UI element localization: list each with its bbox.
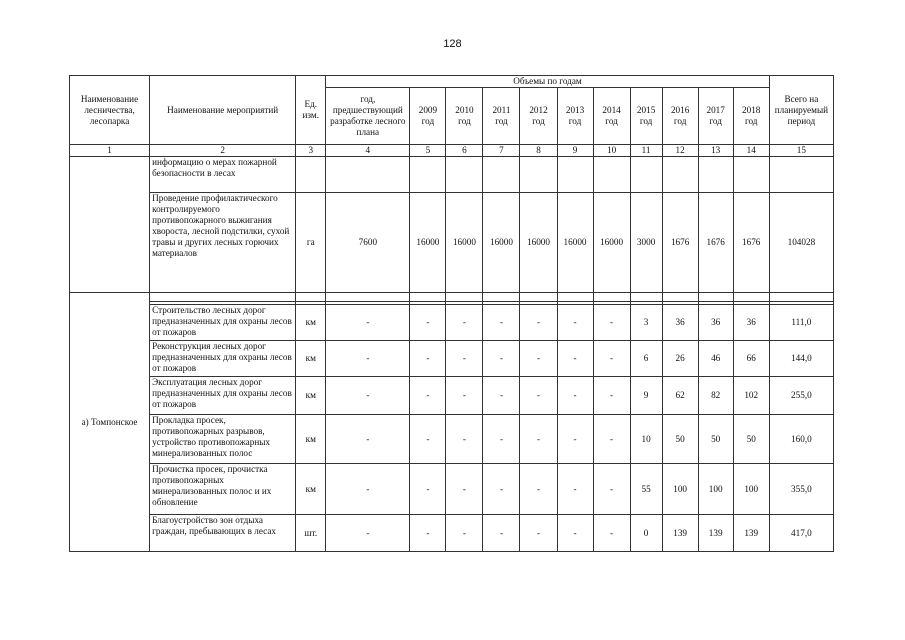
value-cell: -	[557, 377, 593, 415]
value-cell: -	[593, 415, 630, 464]
value-cell: 7600	[326, 193, 410, 293]
value-cell: 82	[698, 377, 733, 415]
value-cell: -	[593, 341, 630, 377]
header-year: 2018 год	[733, 88, 769, 145]
value-cell: 102	[733, 377, 769, 415]
unit-cell: км	[296, 305, 326, 341]
header-year: 2013 год	[557, 88, 593, 145]
column-number: 9	[557, 145, 593, 157]
unit-cell: км	[296, 341, 326, 377]
column-number: 15	[769, 145, 833, 157]
measure-name: Эксплуатация лесных дорог предназначенных для охраны лесов от пожаров	[150, 377, 296, 415]
total-cell: 144,0	[769, 341, 833, 377]
value-cell: -	[483, 305, 520, 341]
header-volumes-by-year: Объемы по годам	[326, 76, 769, 88]
header-prev-year: год, предшествующий разработке лесного плана	[326, 88, 410, 145]
unit-cell: км	[296, 464, 326, 515]
value-cell: 16000	[446, 193, 483, 293]
total-cell: 255,0	[769, 377, 833, 415]
measure-name: Реконструкция лесных дорог предназначенных для охраны лесов от пожаров	[150, 341, 296, 377]
column-number-row	[70, 145, 834, 157]
column-number: 14	[733, 145, 769, 157]
value-cell: -	[410, 464, 446, 515]
table-row	[70, 377, 834, 415]
value-cell: 36	[698, 305, 733, 341]
value-cell: 10	[630, 415, 662, 464]
value-cell: -	[410, 415, 446, 464]
header-year: 2014 год	[593, 88, 630, 145]
value-cell: 1676	[698, 193, 733, 293]
value-cell: -	[520, 305, 557, 341]
header-measures: Наименование мероприятий	[150, 76, 296, 145]
header-row-1	[70, 76, 834, 88]
value-cell: 36	[733, 305, 769, 341]
value-cell: -	[326, 515, 410, 552]
header-year: 2017 год	[698, 88, 733, 145]
value-cell: -	[446, 377, 483, 415]
value-cell: 9	[630, 377, 662, 415]
value-cell: 139	[662, 515, 698, 552]
value-cell: -	[446, 464, 483, 515]
value-cell: 16000	[410, 193, 446, 293]
value-cell: 36	[662, 305, 698, 341]
value-cell: -	[326, 415, 410, 464]
column-number: 11	[630, 145, 662, 157]
value-cell: -	[410, 305, 446, 341]
value-cell: 100	[733, 464, 769, 515]
value-cell: -	[410, 377, 446, 415]
value-cell: -	[410, 515, 446, 552]
column-number: 10	[593, 145, 630, 157]
value-cell: -	[520, 377, 557, 415]
unit-cell: км	[296, 415, 326, 464]
column-number: 2	[150, 145, 296, 157]
value-cell: 1676	[733, 193, 769, 293]
total-cell: 160,0	[769, 415, 833, 464]
table-row	[70, 515, 834, 552]
measure-name: Прочистка просек, прочистка противопожарных минерализованных полос и их обновление	[150, 464, 296, 515]
unit-cell: шт.	[296, 515, 326, 552]
value-cell: 16000	[483, 193, 520, 293]
value-cell: -	[520, 415, 557, 464]
value-cell: 6	[630, 341, 662, 377]
header-year: 2010 год	[446, 88, 483, 145]
header-year: 2016 год	[662, 88, 698, 145]
total-cell: 111,0	[769, 305, 833, 341]
header-year: 2009 год	[410, 88, 446, 145]
value-cell: 16000	[593, 193, 630, 293]
value-cell: 100	[698, 464, 733, 515]
value-cell: -	[326, 377, 410, 415]
measure-name: Проведение профилактического контролируемого противопожарного выжигания хвороста, лесной подстилки, сухой травы и других лесных горючих материалов	[150, 193, 296, 293]
value-cell: -	[557, 464, 593, 515]
value-cell: 139	[698, 515, 733, 552]
empty-cell	[70, 157, 150, 293]
value-cell: -	[593, 377, 630, 415]
column-number: 1	[70, 145, 150, 157]
continuation-row	[70, 157, 834, 193]
value-cell: -	[520, 341, 557, 377]
value-cell: -	[483, 341, 520, 377]
measure-name: Прокладка просек, противопожарных разрывов, устройство противопожарных минерализованных полос	[150, 415, 296, 464]
column-number: 3	[296, 145, 326, 157]
value-cell: 62	[662, 377, 698, 415]
value-cell: 16000	[520, 193, 557, 293]
value-cell: -	[557, 415, 593, 464]
table-row	[70, 341, 834, 377]
value-cell: 100	[662, 464, 698, 515]
column-number: 4	[326, 145, 410, 157]
header-year: 2015 год	[630, 88, 662, 145]
value-cell: 50	[698, 415, 733, 464]
column-number: 12	[662, 145, 698, 157]
value-cell: -	[520, 464, 557, 515]
value-cell: -	[410, 341, 446, 377]
value-cell: 66	[733, 341, 769, 377]
value-cell: -	[483, 515, 520, 552]
value-cell: -	[483, 464, 520, 515]
column-number: 7	[483, 145, 520, 157]
value-cell: -	[557, 515, 593, 552]
value-cell: 139	[733, 515, 769, 552]
unit-cell: км	[296, 377, 326, 415]
value-cell: 50	[733, 415, 769, 464]
value-cell: -	[483, 377, 520, 415]
value-cell: -	[446, 305, 483, 341]
column-number: 13	[698, 145, 733, 157]
forestry-name: а) Томпонское	[70, 293, 150, 552]
header-total: Всего на планируемый период	[769, 76, 833, 145]
value-cell: -	[446, 415, 483, 464]
value-cell: -	[326, 464, 410, 515]
total-cell: 104028	[769, 193, 833, 293]
value-cell: -	[446, 341, 483, 377]
total-cell: 417,0	[769, 515, 833, 552]
column-number: 6	[446, 145, 483, 157]
value-cell: -	[593, 464, 630, 515]
measures-table	[69, 75, 834, 552]
unit-cell: га	[296, 193, 326, 293]
column-number: 8	[520, 145, 557, 157]
burning-row	[70, 193, 834, 293]
spacer-row	[70, 293, 834, 302]
table-row	[70, 305, 834, 341]
value-cell: 16000	[557, 193, 593, 293]
value-cell: 50	[662, 415, 698, 464]
value-cell: 3	[630, 305, 662, 341]
measure-name: Строительство лесных дорог предназначенных для охраны лесов от пожаров	[150, 305, 296, 341]
value-cell: 46	[698, 341, 733, 377]
value-cell: 55	[630, 464, 662, 515]
header-year: 2012 год	[520, 88, 557, 145]
value-cell: -	[557, 341, 593, 377]
continuation-text: информацию о мерах пожарной безопасности в лесах	[150, 157, 296, 193]
value-cell: -	[593, 515, 630, 552]
header-unit: Ед. изм.	[296, 76, 326, 145]
value-cell: 3000	[630, 193, 662, 293]
header-forestry: Наименование лесничества, лесопарка	[70, 76, 150, 145]
value-cell: 0	[630, 515, 662, 552]
measure-name: Благоустройство зон отдыха граждан, пребывающих в лесах	[150, 515, 296, 552]
value-cell: 1676	[662, 193, 698, 293]
value-cell: -	[326, 341, 410, 377]
value-cell: -	[446, 515, 483, 552]
value-cell: -	[483, 415, 520, 464]
value-cell: -	[326, 305, 410, 341]
value-cell: 26	[662, 341, 698, 377]
value-cell: -	[593, 305, 630, 341]
value-cell: -	[520, 515, 557, 552]
table-row	[70, 464, 834, 515]
value-cell: -	[557, 305, 593, 341]
total-cell: 355,0	[769, 464, 833, 515]
page-number: 128	[443, 38, 462, 50]
column-number: 5	[410, 145, 446, 157]
table-row	[70, 415, 834, 464]
header-year: 2011 год	[483, 88, 520, 145]
